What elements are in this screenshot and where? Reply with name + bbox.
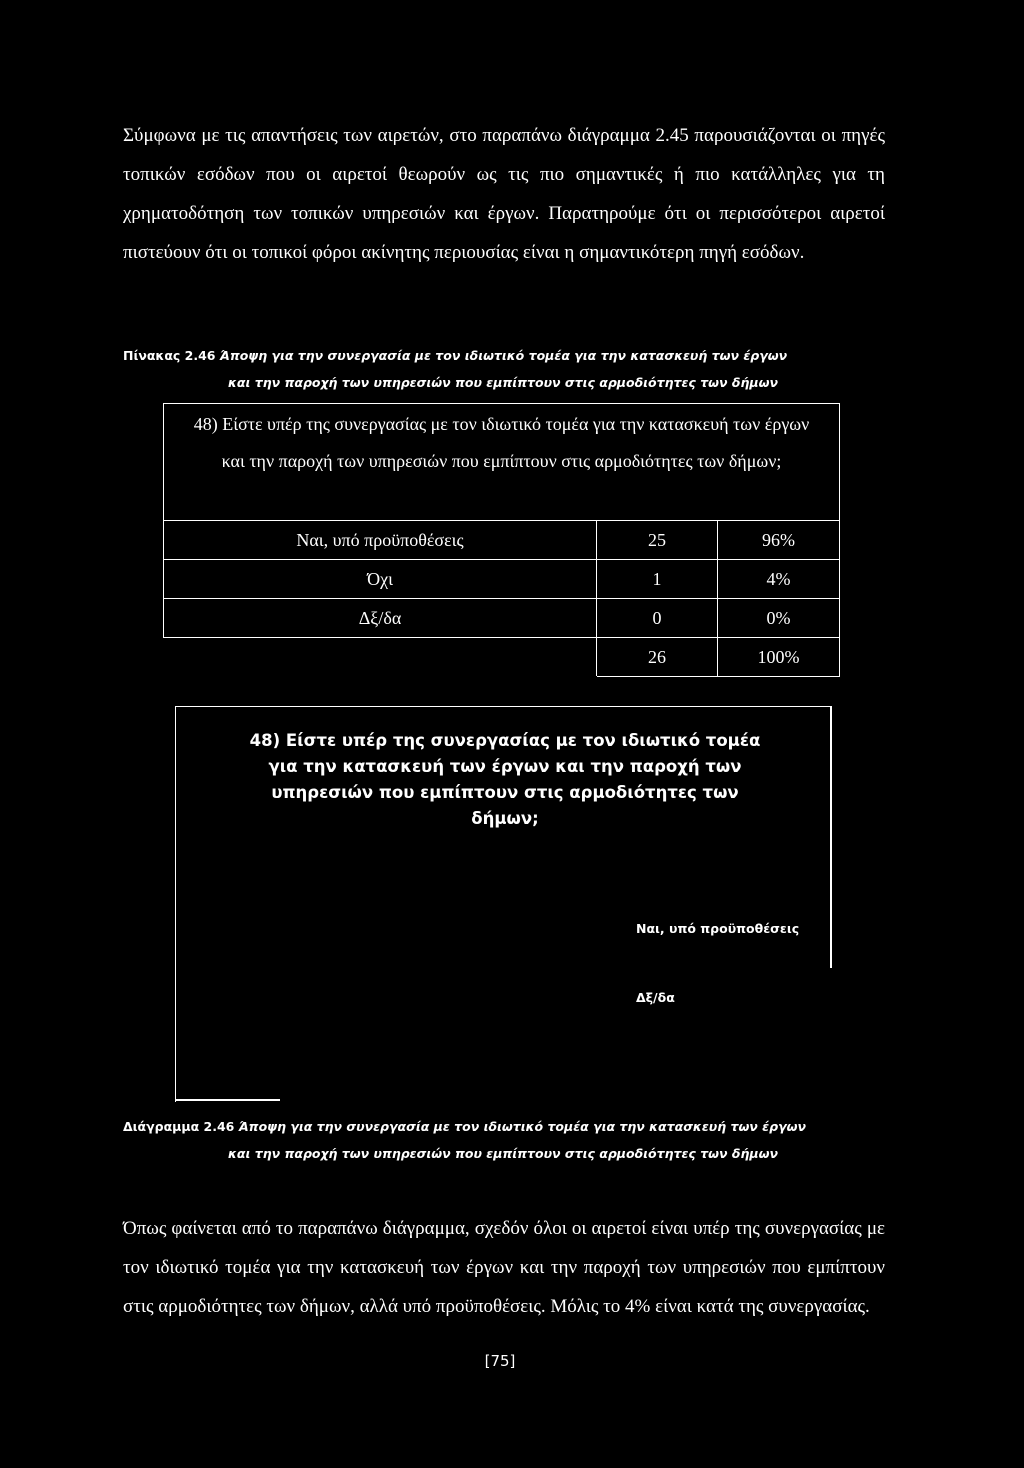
row-count: 25 (597, 521, 718, 560)
conclusion-paragraph: Όπως φαίνεται από το παραπάνω διάγραμμα, σχεδόν όλοι οι αιρετοί είναι υπέρ της συνεργασίας με τον ιδιωτικό τομέα για την κατασκευή των έργων και την παροχή των υπηρεσιών που εμπίπτουν στις αρμοδιότητες των δήμων, αλλά υπό προϋποθέσεις. Μόλις το 4% είναι κατά της συνεργασίας. (123, 1218, 885, 1317)
table-question: 48) Είστε υπέρ της συνεργασίας με τον ιδιωτικό τομέα για την κατασκευή των έργων και την παροχή των υπηρεσιών που εμπίπτουν στις αρμοδιότητες των δήμων; (164, 404, 840, 521)
table-total-row (164, 638, 840, 677)
legend-entry: Δξ/δα (636, 990, 675, 1005)
row-label: Δξ/δα (164, 599, 597, 638)
table-caption-line2: και την παροχή των υπηρεσιών που εμπίπτουν στις αρμοδιότητες των δήμων (228, 375, 778, 390)
total-percent: 100% (718, 638, 840, 677)
chart-caption (123, 1113, 893, 1167)
chart-caption-line2: και την παροχή των υπηρεσιών που εμπίπτουν στις αρμοδιότητες των δήμων (228, 1146, 778, 1161)
row-count: 0 (597, 599, 718, 638)
chart-frame-bottom-edge (175, 1099, 280, 1101)
table-caption (123, 342, 893, 396)
total-count: 26 (597, 638, 718, 677)
legend-entry: Ναι, υπό προϋποθέσεις (636, 921, 800, 936)
table-row (164, 521, 840, 560)
table-row (164, 560, 840, 599)
row-percent: 4% (718, 560, 840, 599)
page-number: [75] (484, 1352, 516, 1370)
row-count: 1 (597, 560, 718, 599)
table-row (164, 599, 840, 638)
chart-title: 48) Είστε υπέρ της συνεργασίας με τον ιδιωτικό τομέα για την κατασκευή των έργων και την παροχή των υπηρεσιών που εμπίπτουν στις αρμοδιότητες των δήμων; (249, 731, 761, 828)
chart-caption-label: Διάγραμμα 2.46 (123, 1119, 235, 1134)
chart-caption-line1: Άποψη για την συνεργασία με τον ιδιωτικό τομέα για την κατασκευή των έργων (234, 1119, 806, 1134)
table-caption-label: Πίνακας 2.46 (123, 348, 216, 363)
row-percent: 0% (718, 599, 840, 638)
results-table (163, 403, 840, 677)
row-label: Ναι, υπό προϋποθέσεις (164, 521, 597, 560)
row-label: Όχι (164, 560, 597, 599)
table-caption-line1: Άποψη για την συνεργασία με τον ιδιωτικό τομέα για την κατασκευή των έργων (215, 348, 788, 363)
row-percent: 96% (718, 521, 840, 560)
total-empty-cell (164, 638, 597, 677)
chart-frame-right-edge (830, 706, 832, 968)
intro-paragraph: Σύμφωνα με τις απαντήσεις των αιρετών, στο παραπάνω διάγραμμα 2.45 παρουσιάζονται οι πηγές τοπικών εσόδων που οι αιρετοί θεωρούν ως τις πιο σημαντικές ή πιο κατάλληλες για τη χρηματοδότηση των τοπικών υπηρεσιών και έργων. Παρατηρούμε ότι οι περισσότεροι αιρετοί πιστεύουν ότι οι τοπικοί φόροι ακίνητης περιουσίας είναι η σημαντικότερη πηγή εσόδων. (123, 125, 885, 263)
